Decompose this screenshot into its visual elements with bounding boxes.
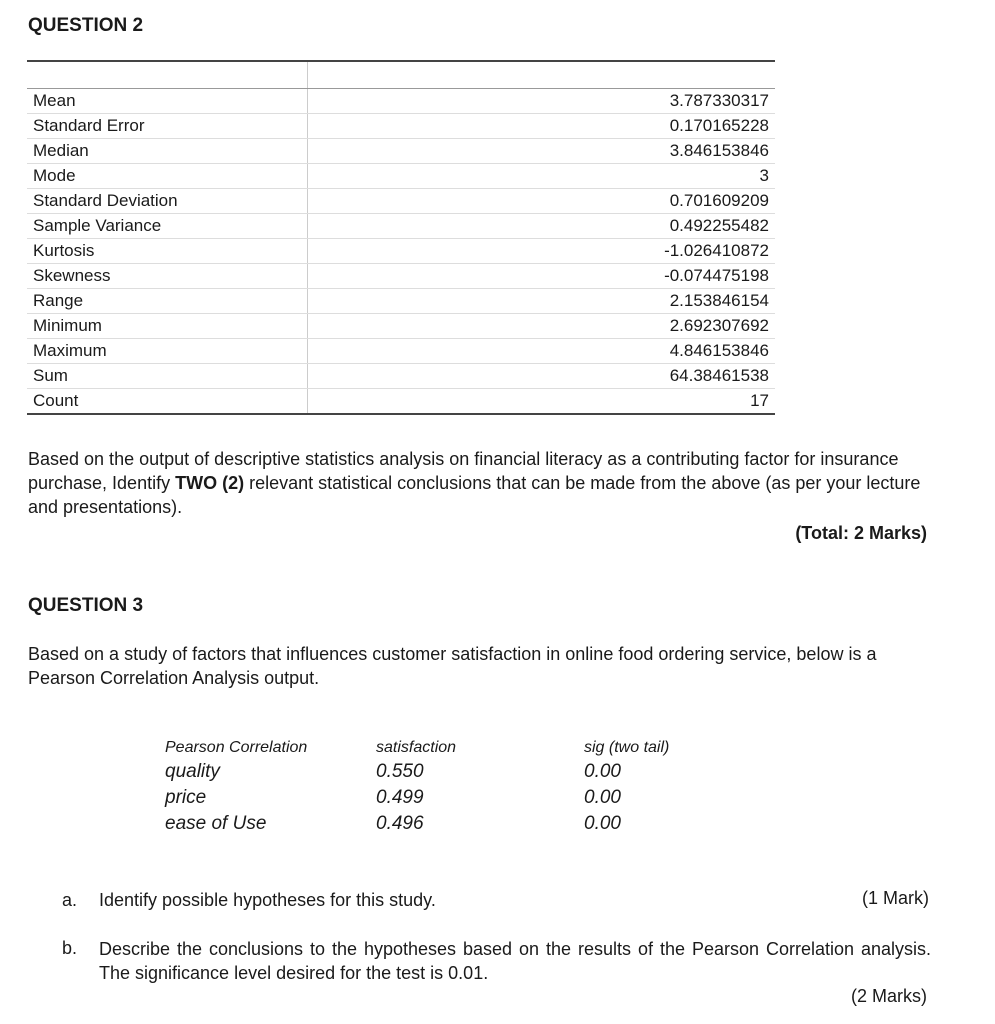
stat-label: Maximum bbox=[27, 339, 308, 364]
stat-label: Standard Error bbox=[27, 114, 308, 139]
table-row bbox=[27, 189, 775, 214]
table-row bbox=[27, 389, 775, 415]
column-header: satisfaction bbox=[376, 739, 457, 756]
stat-value: 3.787330317 bbox=[308, 89, 776, 114]
stat-label: Sum bbox=[27, 364, 308, 389]
table-row bbox=[27, 214, 775, 239]
item-b-text: Describe the conclusions to the hypotheses based on the results of the Pearson Correlation analysis. The significance level desired for the test is 0.01. bbox=[99, 939, 931, 983]
prompt-text-end: relevant statistical conclusions that can be made from the above (as per your lecture and presentations). bbox=[28, 473, 921, 517]
factor-name: ease of Use bbox=[165, 813, 267, 834]
table-row bbox=[27, 114, 775, 139]
question-2-total-marks: (Total: 2 Marks) bbox=[795, 523, 927, 543]
stat-value: -0.074475198 bbox=[308, 264, 776, 289]
prompt-emphasis: TWO (2) bbox=[175, 473, 245, 493]
table-row bbox=[165, 783, 744, 809]
descriptive-stats-table bbox=[27, 60, 775, 415]
table-row bbox=[27, 314, 775, 339]
correlation-value: 0.496 bbox=[376, 813, 424, 834]
item-a-marks: (1 Mark) bbox=[862, 888, 929, 908]
table-row bbox=[27, 89, 775, 114]
stat-label: Count bbox=[27, 389, 308, 415]
table-row bbox=[27, 289, 775, 314]
column-header: Pearson Correlation bbox=[165, 739, 308, 756]
stat-value: 0.492255482 bbox=[308, 214, 776, 239]
stat-value: 0.170165228 bbox=[308, 114, 776, 139]
table-row bbox=[27, 139, 775, 164]
table-row bbox=[165, 757, 744, 783]
stat-label: Skewness bbox=[27, 264, 308, 289]
table-row bbox=[27, 164, 775, 189]
stat-label: Minimum bbox=[27, 314, 308, 339]
correlation-value: 0.550 bbox=[376, 761, 424, 782]
question-3-intro: Based on a study of factors that influences customer satisfaction in online food ordering service, below is a Pearson Correlation Analysis output. bbox=[28, 644, 877, 688]
stat-label: Mode bbox=[27, 164, 308, 189]
stat-value: 17 bbox=[750, 391, 769, 410]
table-row bbox=[165, 809, 744, 835]
stat-value: 3.846153846 bbox=[308, 139, 776, 164]
significance-value: 0.00 bbox=[584, 813, 621, 834]
question-2-heading: QUESTION 2 bbox=[28, 15, 144, 36]
pearson-correlation-table bbox=[165, 733, 744, 835]
stat-label: Mean bbox=[27, 89, 308, 114]
table-row bbox=[27, 264, 775, 289]
table-row bbox=[27, 364, 775, 389]
stat-value: 64.38461538 bbox=[308, 364, 776, 389]
stat-value: 0.701609209 bbox=[308, 189, 776, 214]
stat-label: Standard Deviation bbox=[27, 189, 308, 214]
correlation-value: 0.499 bbox=[376, 787, 424, 808]
stat-label: Kurtosis bbox=[27, 239, 308, 264]
stat-value: 2.692307692 bbox=[308, 314, 776, 339]
item-b-letter: b. bbox=[62, 938, 78, 958]
stat-value: -1.026410872 bbox=[308, 239, 776, 264]
stat-label: Sample Variance bbox=[27, 214, 308, 239]
factor-name: quality bbox=[165, 761, 220, 782]
question-3-heading: QUESTION 3 bbox=[28, 595, 144, 616]
item-a-text: Identify possible hypotheses for this study. bbox=[99, 890, 436, 910]
significance-value: 0.00 bbox=[584, 787, 621, 808]
table-row bbox=[27, 339, 775, 364]
table-header-row bbox=[165, 733, 744, 757]
question-2-prompt bbox=[28, 447, 933, 519]
stat-label: Median bbox=[27, 139, 308, 164]
table-row bbox=[27, 239, 775, 264]
prompt-text-start: Based on the output of descriptive statistics analysis on financial literacy as a contributing factor for insurance purchase, Identify bbox=[28, 449, 899, 493]
stat-value: 4.846153846 bbox=[308, 339, 776, 364]
item-b-marks: (2 Marks) bbox=[851, 986, 927, 1006]
stat-value: 3 bbox=[308, 164, 776, 189]
significance-value: 0.00 bbox=[584, 761, 621, 782]
table-header-row bbox=[27, 61, 775, 89]
column-header: sig (two tail) bbox=[584, 739, 670, 756]
item-a-letter: a. bbox=[62, 890, 78, 910]
factor-name: price bbox=[165, 787, 207, 808]
stat-label: Range bbox=[27, 289, 308, 314]
stat-value: 2.153846154 bbox=[308, 289, 776, 314]
